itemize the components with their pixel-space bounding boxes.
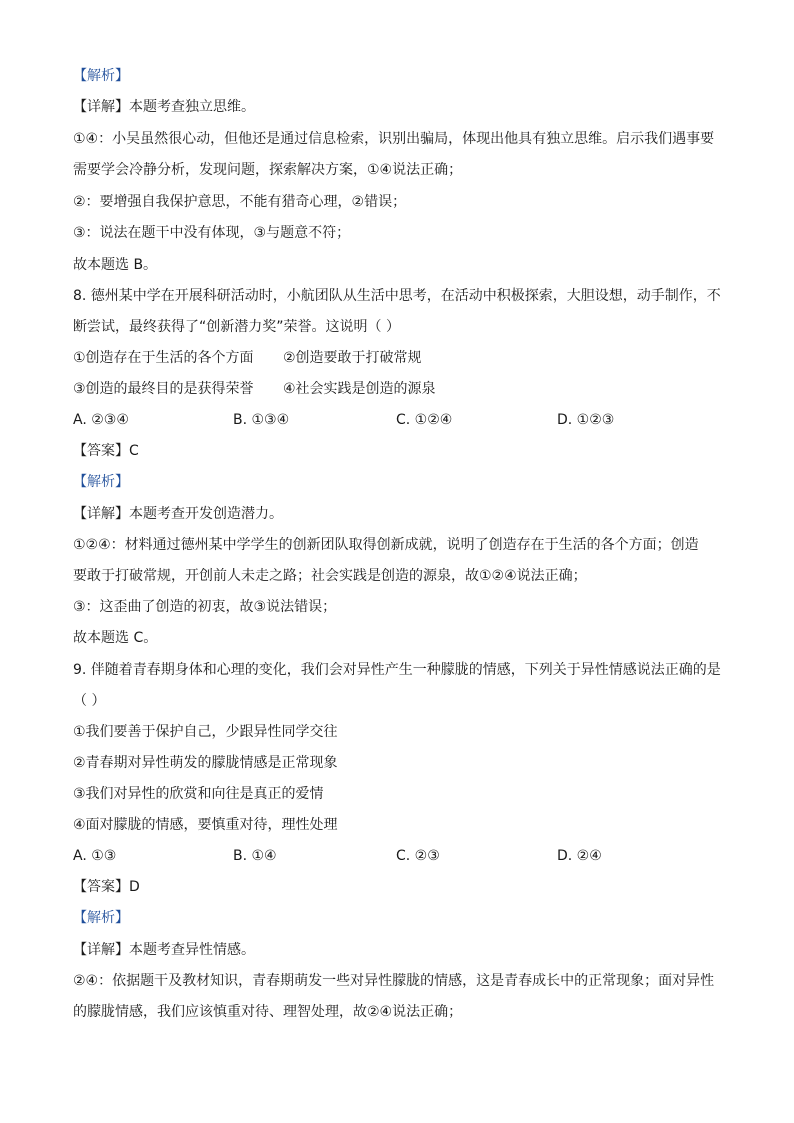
question-8-statement-1: ①创造存在于生活的各个方面 [73, 350, 254, 366]
detail-paragraph: ②：要增强自我保护意思，不能有猎奇心理，②错误； [73, 194, 407, 210]
question-8-detail-paragraph: ③：这歪曲了创造的初衷，故③说法错误； [73, 599, 337, 615]
question-8-stem: 8. 德州某中学在开展科研活动时，小航团队从生活中思考，在活动中积极探索，大胆设想，动手制作，不 [73, 288, 721, 304]
question-9-detail: 【详解】本题考查异性情感。 [73, 942, 255, 958]
question-8-conclusion: 故本题选 C。 [73, 630, 158, 646]
question-9-stem: （ ） [73, 693, 106, 709]
conclusion-line: 故本题选 B。 [73, 257, 158, 273]
question-8-statement-2: ②创造要敢于打破常规 [283, 350, 422, 366]
question-9-detail-paragraph: ②④：依据题干及教材知识，青春期萌发一些对异性朦胧的情感，这是青春成长中的正常现象；面对异性 [73, 973, 715, 989]
question-8-detail-paragraph: ①②④：材料通过德州某中学学生的创新团队取得创新成就，说明了创造存在于生活的各个方面；创造 [73, 537, 699, 553]
question-9-option-b: B. ①④ [233, 848, 277, 864]
question-8-option-d: D. ①②③ [557, 412, 615, 428]
question-9-analysis-heading: 【解析】 [73, 910, 129, 926]
question-8-statement-3: ③创造的最终目的是获得荣誉 [73, 381, 254, 397]
question-8-analysis-heading: 【解析】 [73, 474, 129, 490]
question-9-statement-4: ④面对朦胧的情感，要慎重对待，理性处理 [73, 817, 338, 833]
detail-paragraph: 需要学会冷静分析，发现问题，探索解决方案，①④说法正确； [73, 162, 463, 178]
analysis-heading: 【解析】 [73, 68, 129, 84]
question-8-answer: 【答案】C [73, 443, 139, 459]
detail-line: 【详解】本题考查独立思维。 [73, 99, 255, 115]
question-8-detail: 【详解】本题考查开发创造潜力。 [73, 506, 283, 522]
detail-paragraph: ①④：小吴虽然很心动，但他还是通过信息检索，识别出骗局，体现出他具有独立思维。启示我们遇事要 [73, 131, 715, 147]
question-9-answer: 【答案】D [73, 879, 140, 895]
question-9-statement-2: ②青春期对异性萌发的朦胧情感是正常现象 [73, 755, 338, 771]
question-9-option-d: D. ②④ [557, 848, 602, 864]
question-9-statement-3: ③我们对异性的欣赏和向往是真正的爱情 [73, 786, 324, 802]
question-9-stem: 9. 伴随着青春期身体和心理的变化，我们会对异性产生一种朦胧的情感，下列关于异性情感说法正确的是 [73, 662, 721, 678]
question-8-stem: 断尝试，最终获得了“创新潜力奖”荣誉。这说明（ ） [73, 319, 400, 335]
question-8-statement-4: ④社会实践是创造的源泉 [283, 381, 436, 397]
detail-paragraph: ③：说法在题干中没有体现，③与题意不符； [73, 225, 351, 241]
question-8-option-c: C. ①②④ [396, 412, 453, 428]
question-9-option-c: C. ②③ [396, 848, 440, 864]
question-9-statement-1: ①我们要善于保护自己，少跟异性同学交往 [73, 724, 338, 740]
question-9-detail-paragraph: 的朦胧情感，我们应该慎重对待、理智处理，故②④说法正确； [73, 1004, 463, 1020]
question-8-option-b: B. ①③④ [233, 412, 290, 428]
question-8-detail-paragraph: 要敢于打破常规，开创前人未走之路；社会实践是创造的源泉，故①②④说法正确； [73, 568, 587, 584]
question-9-option-a: A. ①③ [73, 848, 117, 864]
question-8-option-a: A. ②③④ [73, 412, 129, 428]
